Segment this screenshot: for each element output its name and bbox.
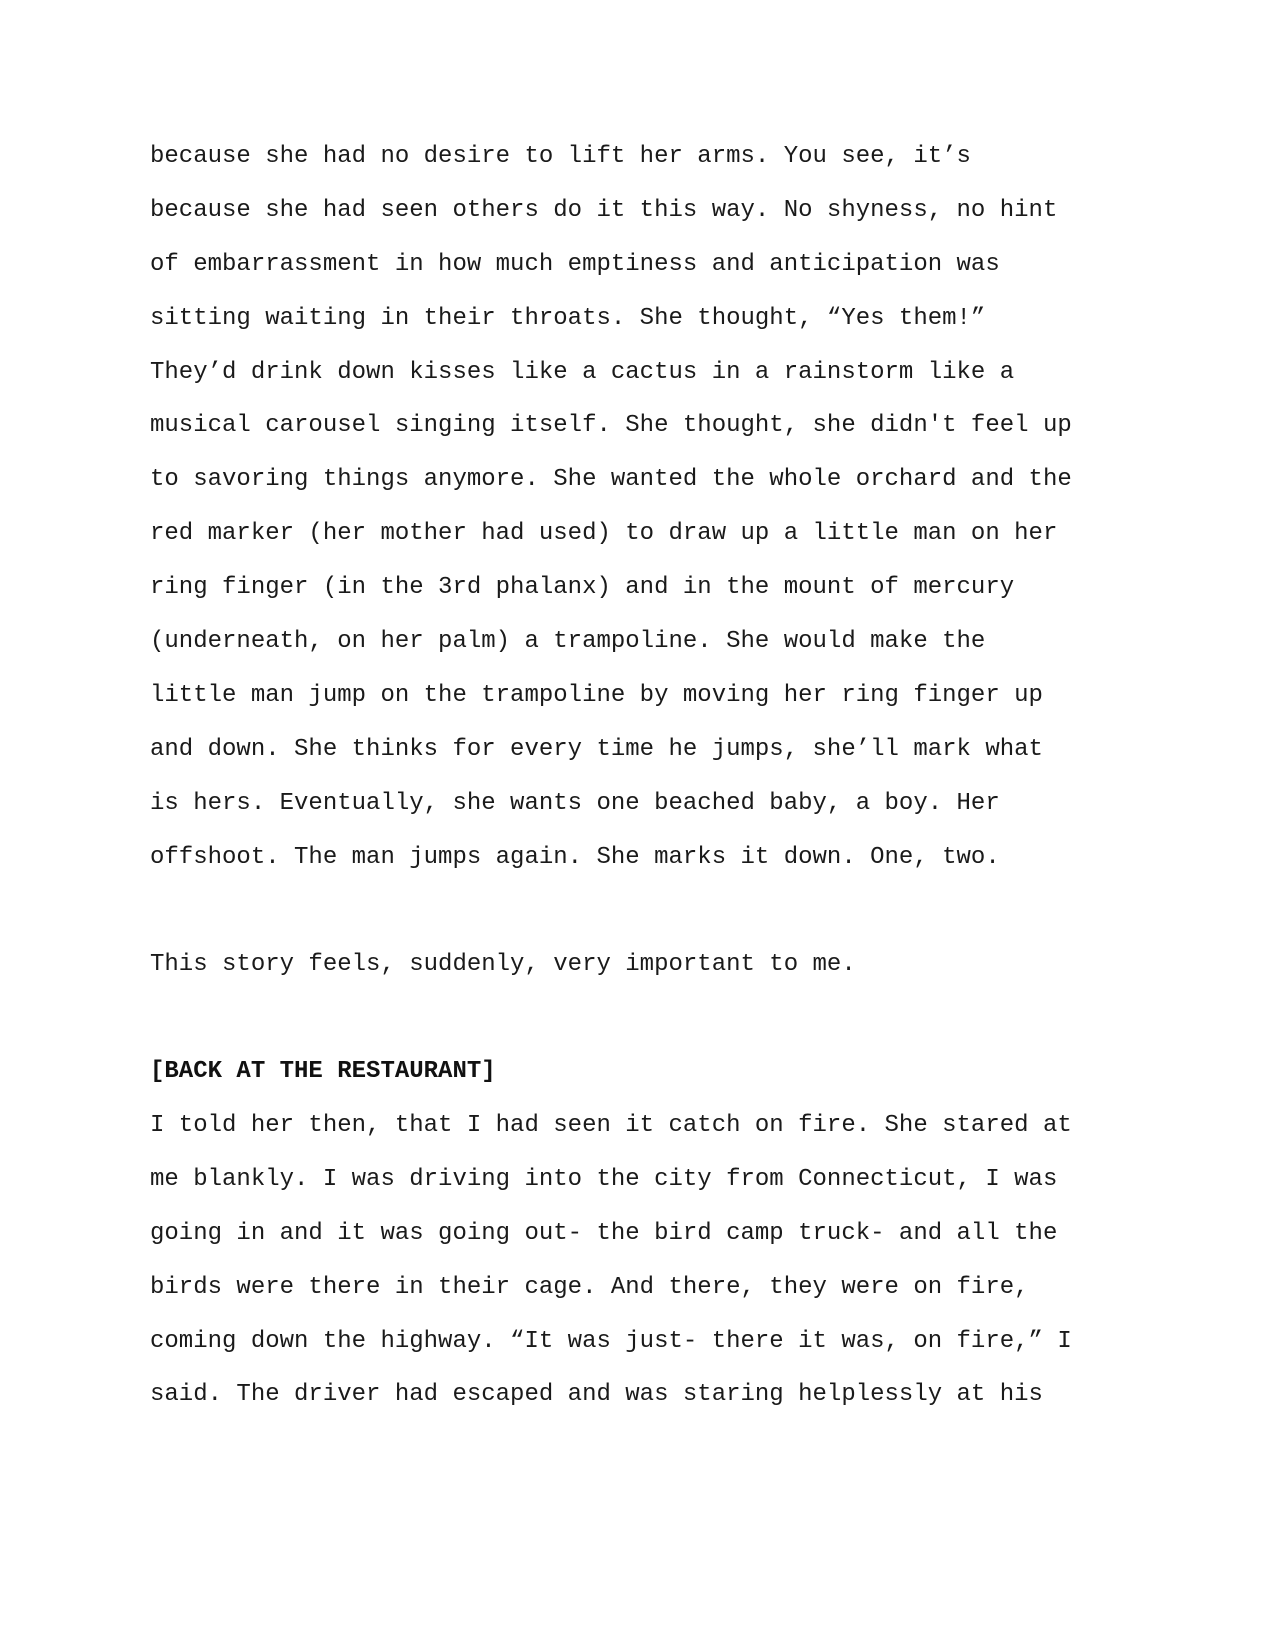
body-line: and down. She thinks for every time he jumps, she’ll mark what [150, 736, 1043, 763]
body-line: of embarrassment in how much emptiness and anticipation was [150, 251, 1000, 278]
body-line: to savoring things anymore. She wanted the whole orchard and the [150, 466, 1072, 493]
body-line: They’d drink down kisses like a cactus in a rainstorm like a [150, 359, 1015, 386]
body-line: because she had no desire to lift her arms. You see, it’s [150, 143, 971, 170]
body-line: (underneath, on her palm) a trampoline. She would make the [150, 628, 986, 655]
body-line: red marker (her mother had used) to draw up a little man on her [150, 520, 1058, 547]
body-line: because she had seen others do it this way. No shyness, no hint [150, 197, 1058, 224]
body-line: offshoot. The man jumps again. She marks it down. One, two. [150, 844, 1000, 871]
body-line: said. The driver had escaped and was staring helplessly at his [150, 1381, 1043, 1408]
section-heading: [BACK AT THE RESTAURANT] [150, 1058, 496, 1085]
body-line: is hers. Eventually, she wants one beached baby, a boy. Her [150, 790, 1000, 817]
body-line: ring finger (in the 3rd phalanx) and in the mount of mercury [150, 574, 1015, 601]
body-line: This story feels, suddenly, very important to me. [150, 951, 856, 978]
body-line: sitting waiting in their throats. She thought, “Yes them!” [150, 305, 986, 332]
body-line: coming down the highway. “It was just- there it was, on fire,” I [150, 1328, 1072, 1355]
body-line: me blankly. I was driving into the city from Connecticut, I was [150, 1166, 1058, 1193]
body-line: I told her then, that I had seen it catch on fire. She stared at [150, 1112, 1072, 1139]
body-line: birds were there in their cage. And there, they were on fire, [150, 1274, 1029, 1301]
body-line: going in and it was going out- the bird camp truck- and all the [150, 1220, 1058, 1247]
body-line: little man jump on the trampoline by moving her ring finger up [150, 682, 1043, 709]
body-line: musical carousel singing itself. She thought, she didn't feel up [150, 412, 1072, 439]
